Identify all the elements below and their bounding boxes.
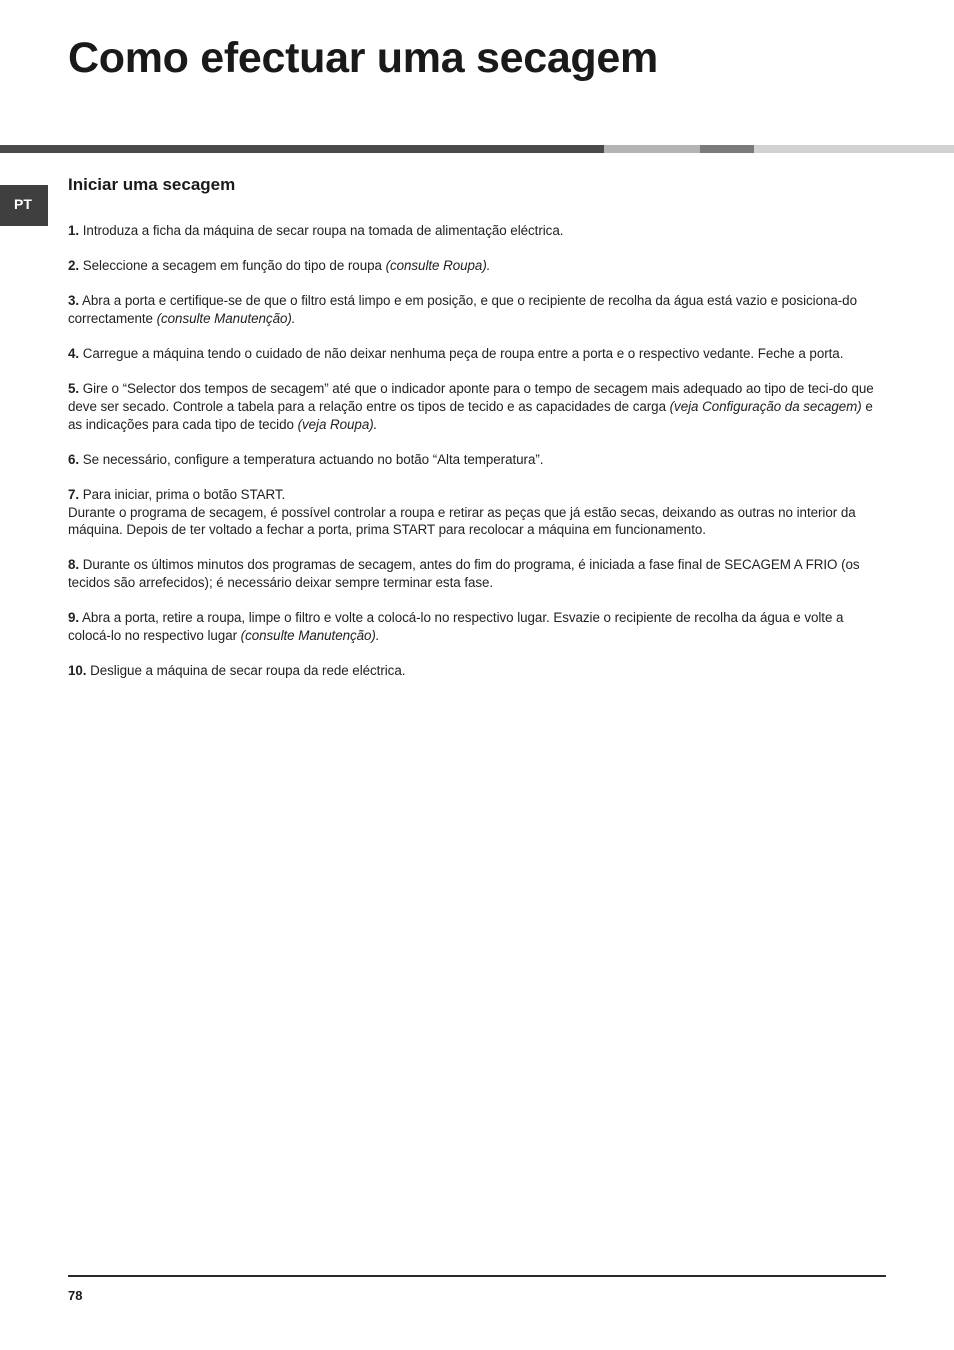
step-item — [68, 292, 888, 327]
step-item — [68, 556, 888, 591]
step-reference: (consulte Roupa). — [385, 258, 491, 274]
step-number: 4. — [68, 346, 80, 362]
header-rule-segment — [604, 145, 700, 153]
step-number: 9. — [68, 610, 80, 626]
step-reference: (veja Roupa). — [297, 416, 378, 432]
step-number: 6. — [68, 451, 80, 467]
step-text: Carregue a máquina tendo o cuidado de não deixar nenhuma peça de roupa entre a porta e o respectivo vedante. Feche a porta. — [82, 346, 844, 362]
step-text: e as indicações para cada tipo de tecido — [68, 398, 873, 432]
step-text: Abra a porta, retire a roupa, limpe o filtro e volte a colocá-lo no respectivo lugar. Esvazie o recipiente de recolha da água e volte a colocá-lo no respectivo lugar — [68, 610, 844, 643]
steps-list — [68, 222, 888, 697]
step-item — [68, 257, 888, 275]
step-reference: (veja Configuração da secagem) — [669, 398, 862, 414]
header-rule-segment — [754, 145, 954, 153]
step-number: 3. — [68, 293, 80, 309]
step-item — [68, 380, 888, 433]
step-item — [68, 345, 888, 363]
step-text: Para iniciar, prima o botão START. — [82, 486, 286, 502]
step-item — [68, 451, 888, 469]
step-number: 10. — [68, 662, 87, 678]
header-rule-bar — [0, 145, 954, 153]
header-rule-segment — [0, 145, 604, 153]
step-number: 2. — [68, 258, 80, 274]
step-text: Abra a porta e certifique-se de que o filtro está limpo e em posição, e que o recipiente de recolha da água está vazio e posiciona-do correctamente — [68, 293, 857, 326]
step-number: 1. — [68, 223, 80, 238]
page-title: Como efectuar uma secagem — [68, 34, 658, 82]
step-text: Desligue a máquina de secar roupa da rede eléctrica. — [90, 662, 406, 678]
step-number: 7. — [68, 486, 80, 502]
page-number: 78 — [68, 1288, 83, 1303]
step-text: Se necessário, configure a temperatura actuando no botão “Alta temperatura”. — [82, 451, 544, 467]
step-item — [68, 662, 888, 680]
step-text: Gire o “Selector dos tempos de secagem” até que o indicador aponte para o tempo de secagem mais adequado ao tipo de teci-do que deve ser secado. Controle a tabela para a relação entre os tipos de tecido e as capacidades de carga — [68, 381, 874, 414]
step-reference: (consulte Manutenção). — [240, 627, 380, 643]
step-reference: (consulte Manutenção). — [156, 310, 296, 326]
header-rule-segment — [700, 145, 754, 153]
step-text: Durante os últimos minutos dos programas de secagem, antes do fim do programa, é iniciada a fase final de SECAGEM A FRIO (os tecidos são arrefecidos); é necessário deixar sempre terminar esta fase. — [68, 557, 860, 590]
footer-rule — [68, 1275, 886, 1277]
step-text: Durante o programa de secagem, é possível controlar a roupa e retirar as peças que já estão secas, deixando as outras no interior da máquina. Depois de ter voltado a fechar a porta, prima START para recolocar a máquina em funcionamento. — [68, 504, 856, 538]
section-heading: Iniciar uma secagem — [68, 175, 236, 194]
step-text: Seleccione a secagem em função do tipo de roupa — [82, 258, 386, 274]
language-tab: PT — [0, 185, 48, 226]
step-item — [68, 222, 888, 240]
step-number: 5. — [68, 381, 80, 397]
step-item — [68, 486, 888, 539]
step-number: 8. — [68, 557, 80, 573]
step-item — [68, 609, 888, 644]
step-text: Introduza a ficha da máquina de secar roupa na tomada de alimentação eléctrica. — [82, 223, 564, 238]
